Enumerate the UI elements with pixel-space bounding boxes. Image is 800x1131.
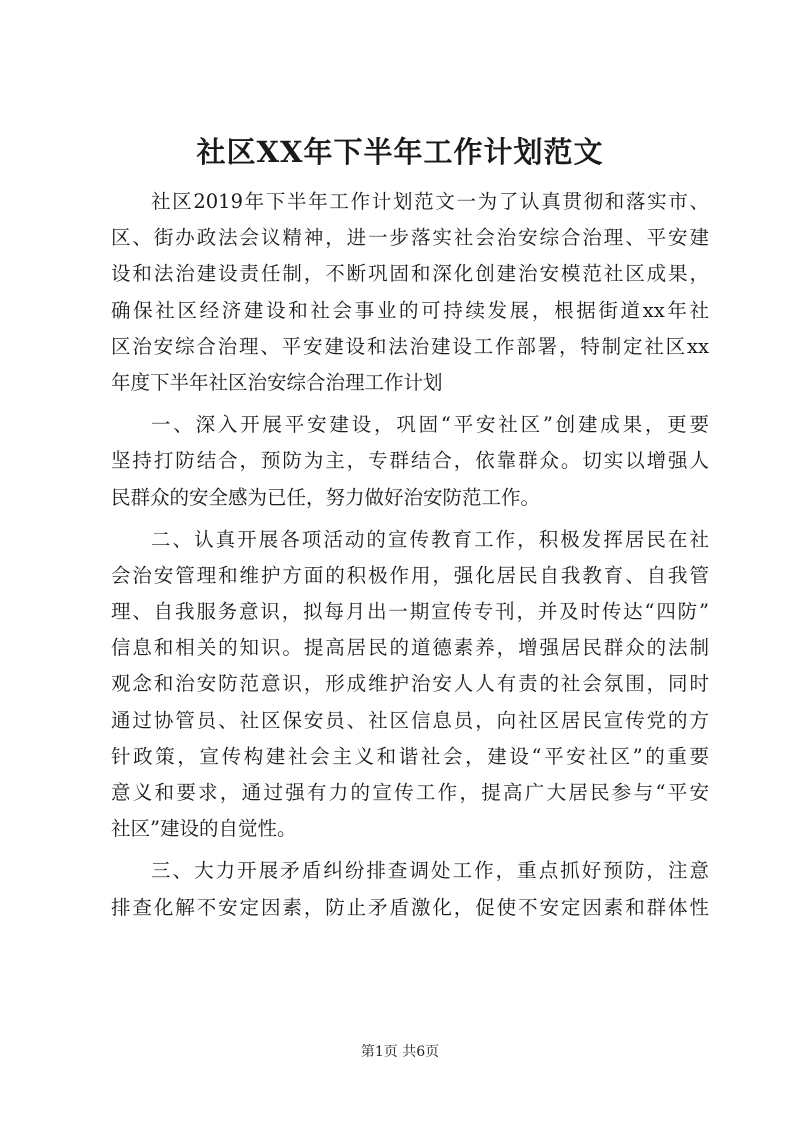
- paragraph-2: [111, 407, 709, 516]
- paragraph-line: 坚持打防结合，预防为主，专群结合，依靠群众。切实以增强人: [111, 449, 709, 473]
- paragraph-line: 区、街办政法会议精神，进一步落实社会治安综合治理、平安建: [111, 226, 709, 250]
- paragraph-line: 一、深入开展平安建设，巩固“平安社区”创建成果，更要: [151, 413, 709, 437]
- paragraph-line: 信息和相关的知识。提高居民的道德素养，增强居民群众的法制: [111, 636, 709, 660]
- paragraph-line: 观念和治安防范意识，形成维护治安人人有责的社会氛围，同时: [111, 672, 709, 696]
- paragraph-line: 确保社区经济建设和社会事业的可持续发展，根据街道xx年社: [111, 298, 709, 322]
- paragraph-line: 排查化解不安定因素，防止矛盾激化，促使不安定因素和群体性: [111, 895, 709, 919]
- paragraph-line: 理、自我服务意识，拟每月出一期宣传专刊，并及时传达“四防”: [111, 600, 709, 624]
- paragraph-line: 会治安管理和维护方面的积极作用，强化居民自我教育、自我管: [111, 563, 709, 587]
- paragraph-line: 三、大力开展矛盾纠纷排查调处工作，重点抓好预防，注意: [151, 859, 709, 883]
- paragraph-line: 设和法治建设责任制，不断巩固和深化创建治安模范社区成果，: [111, 262, 709, 286]
- paragraph-line: 社区2019年下半年工作计划范文一为了认真贯彻和落实市、: [151, 190, 709, 213]
- paragraph-line: 通过协管员、社区保安员、社区信息员，向社区居民宣传党的方: [111, 708, 709, 732]
- paragraph-line: 社区”建设的自觉性。: [111, 817, 297, 841]
- page-number-footer: 第1页 共6页: [360, 1044, 440, 1060]
- paragraph-4: [111, 853, 709, 925]
- paragraph-line: 意义和要求，通过强有力的宣传工作，提高广大居民参与“平安: [111, 781, 709, 804]
- paragraph-1: [111, 184, 709, 401]
- paragraph-line: 年度下半年社区治安综合治理工作计划: [111, 370, 443, 394]
- document-title: 社区XX年下半年工作计划范文: [196, 135, 604, 169]
- paragraph-line: 民群众的安全感为已任，努力做好治安防范工作。: [111, 485, 541, 509]
- paragraph-line: 二、认真开展各项活动的宣传教育工作，积极发挥居民在社: [151, 527, 709, 551]
- paragraph-line: 区治安综合治理、平安建设和法治建设工作部署，特制定社区xx: [111, 334, 709, 358]
- paragraph-line: 针政策，宣传构建社会主义和谐社会，建设“平安社区”的重要: [111, 744, 709, 768]
- paragraph-3: [111, 522, 709, 848]
- document-body: [111, 184, 709, 926]
